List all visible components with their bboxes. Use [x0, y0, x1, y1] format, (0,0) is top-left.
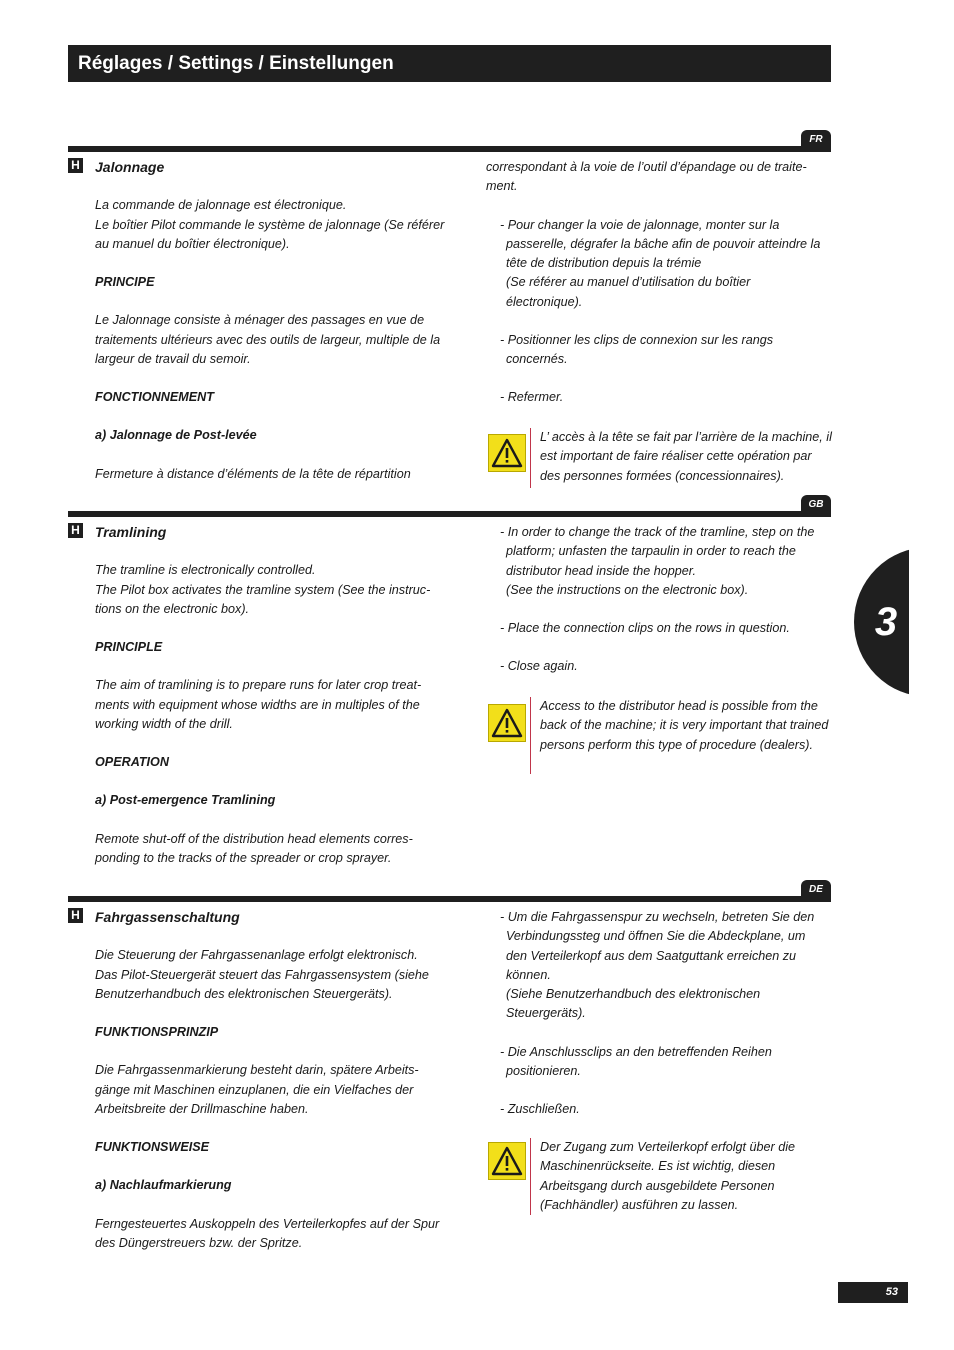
fr-operation-heading: FONCTIONNEMENT [95, 390, 214, 404]
gb-principle-heading: PRINCIPLE [95, 640, 163, 654]
gb-left-column [95, 523, 445, 868]
section-rule-de [68, 896, 831, 902]
lang-tab-de: DE [801, 880, 831, 900]
de-principle-text: Die Fahrgassenmarkierung besteht darin, spätere Arbeits- gänge mit Maschinen einzuplanen, die ein Vielfaches der Arbeitsbreite der Drillmaschine haben. [95, 1063, 419, 1116]
gb-bullet-2: - Place the connection clips on the rows in question. [500, 621, 790, 635]
fr-sub-text: Fermeture à distance d’éléments de la tête de répartition [95, 466, 411, 481]
gb-intro: The tramline is electronically controlled. The Pilot box activates the tramline system (See the instruc- tions on the electronic box). [95, 563, 431, 616]
de-sub-heading: a) Nachlaufmarkierung [95, 1178, 232, 1193]
page-number: 53 [838, 1282, 908, 1303]
page-header: Réglages / Settings / Einstellungen [68, 45, 831, 82]
gb-operation-heading: OPERATION [95, 755, 169, 769]
de-sub-text: Ferngesteuertes Auskoppeln des Verteilerkopfes auf der Spur des Düngerstreuers bzw. der Spritze. [95, 1216, 440, 1250]
lang-tab-fr: FR [801, 130, 831, 150]
gb-sub-text: Remote shut-off of the distribution head elements corres- ponding to the tracks of the spreader or crop sprayer. [95, 831, 413, 865]
fr-left-column [95, 158, 445, 484]
de-bullet-2: - Die Anschlussclips an den betreffenden Reihen positionieren. [500, 1044, 772, 1078]
de-principle-heading: FUNKTIONSPRINZIP [95, 1025, 219, 1039]
fr-principle-heading: PRINCIPE [95, 275, 155, 289]
de-bullet-3: - Zuschließen. [500, 1102, 580, 1116]
warning-divider [530, 428, 531, 488]
gb-warning-text: Access to the distributor head is possible from the back of the machine; it is very important that trained persons perform this type of procedure (dealers). [540, 699, 829, 752]
gb-bullet-3: - Close again. [500, 659, 578, 674]
gb-sub-heading: a) Post-emergence Tramlining [95, 793, 276, 808]
de-operation-heading: FUNKTIONSWEISE [95, 1140, 210, 1154]
section-marker-de: H [68, 908, 83, 923]
warning-triangle-icon [488, 704, 526, 742]
section-rule-fr [68, 146, 831, 152]
lang-tab-gb: GB [801, 495, 831, 515]
section-marker-fr: H [68, 158, 83, 173]
section-title-de: Fahrgassenschaltung [95, 909, 240, 925]
section-marker-gb: H [68, 523, 83, 538]
section-title-gb: Tramlining [95, 524, 167, 540]
gb-right-column [500, 523, 832, 677]
warning-divider [530, 1138, 531, 1215]
section-rule-gb [68, 511, 831, 517]
fr-bullet-1: - Pour changer la voie de jalonnage, monter sur la passerelle, dégrafer la bâche afin de pouvoir atteindre la tête de distribution depuis la trémie (Se référer au manuel d’utilisation du boîtier électronique). [500, 217, 821, 309]
warning-divider [530, 697, 531, 774]
fr-right-column [486, 158, 832, 408]
de-left-column [95, 908, 445, 1253]
fr-bullet-3: - Refermer. [500, 390, 564, 405]
warning-triangle-icon [488, 434, 526, 472]
de-intro: Die Steuerung der Fahrgassenanlage erfolgt elektronisch. Das Pilot-Steuergerät steuert das Fahrgassensystem (siehe Benutzerhandbuch des elektronischen Steuergeräts). [95, 948, 429, 1001]
fr-principle-text: Le Jalonnage consiste à ménager des passages en vue de traitements ultérieurs avec des outils de largeur, multiple de la largeur de travail du semoir. [95, 313, 441, 366]
gb-bullet-1: - In order to change the track of the tramline, step on the platform; unfasten the tarpaulin in order to reach the distributor head inside the hopper. (See the instructions on the electronic box). [500, 525, 815, 597]
fr-intro: La commande de jalonnage est électronique. Le boîtier Pilot commande le système de jalonnage (Se référer au manuel du boîtier électronique). [95, 198, 445, 251]
fr-sub-heading: a) Jalonnage de Post-levée [95, 428, 257, 443]
fr-right-intro: correspondant à la voie de l’outil d’épandage ou de traite- ment. [486, 160, 807, 194]
warning-triangle-icon [488, 1142, 526, 1180]
de-right-column [500, 908, 832, 1119]
chapter-number: 3 [874, 600, 898, 644]
fr-warning-text: L’ accès à la tête se fait par l’arrière de la machine, il est important de faire réaliser cette opération par des personnes formées (concessionnaires). [540, 430, 832, 483]
gb-principle-text: The aim of tramlining is to prepare runs for later crop treat- ments with equipment whose widths are in multiples of the working width of the drill. [95, 678, 422, 731]
de-warning-text: Der Zugang zum Verteilerkopf erfolgt über die Maschinenrückseite. Es ist wichtig, diesen Arbeitsgang durch ausgebildete Personen (Fachhändler) ausführen zu lassen. [540, 1140, 796, 1212]
fr-bullet-2: - Positionner les clips de connexion sur les rangs concernés. [500, 332, 774, 366]
de-bullet-1: - Um die Fahrgassenspur zu wechseln, betreten Sie den Verbindungssteg und öffnen Sie die Abdeckplane, um den Verteilerkopf aus dem Saatguttank erreichen zu können. (Siehe Benutzerhandbuch des elektronischen Steuergeräts). [500, 910, 815, 1021]
section-title-fr: Jalonnage [95, 159, 165, 175]
